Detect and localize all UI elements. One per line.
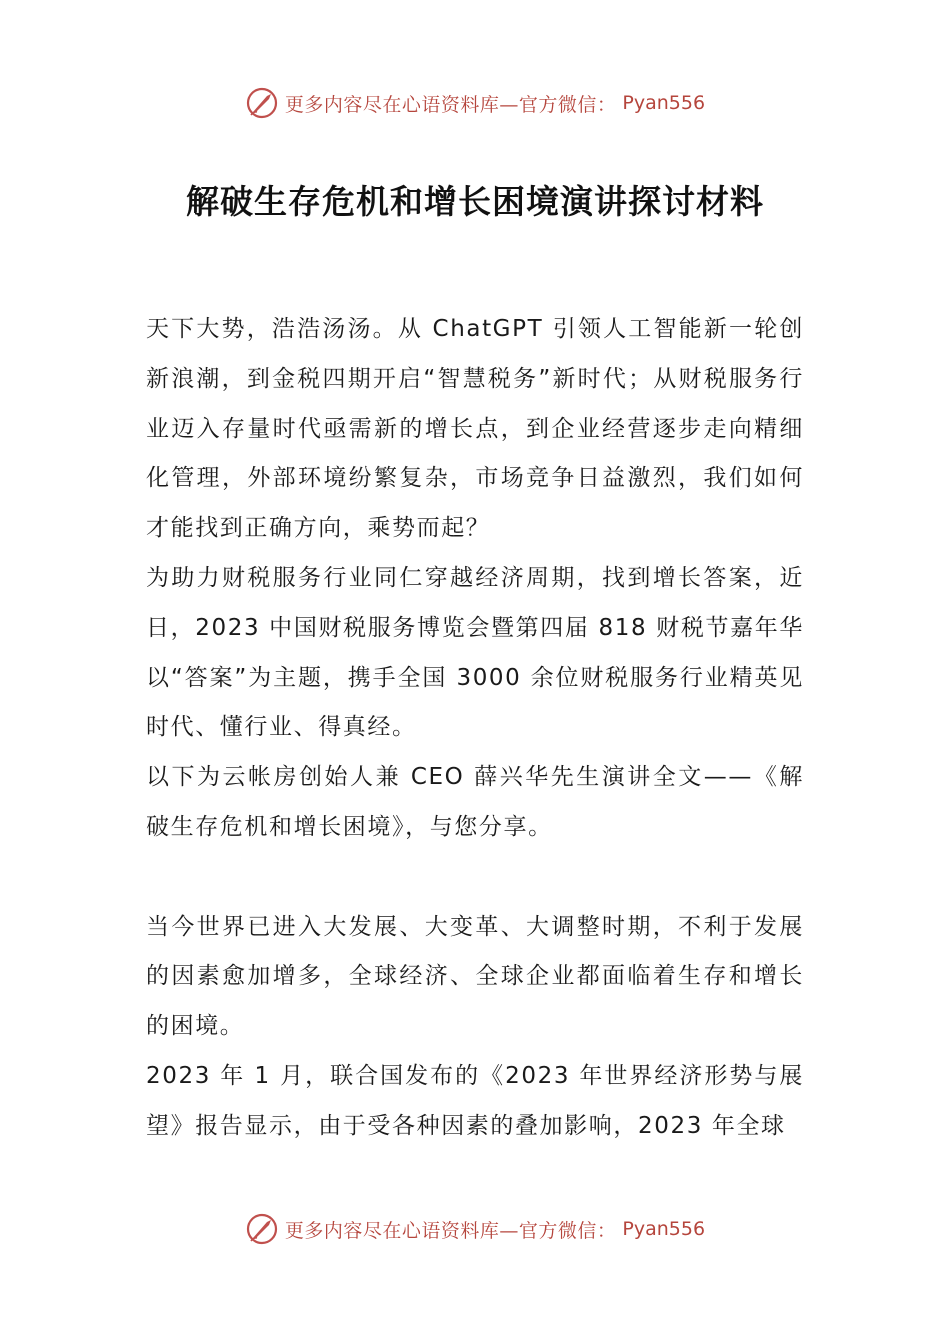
paragraph: 以下为云帐房创始人兼 CEO 薛兴华先生演讲全文——《解破生存危机和增长困境》，与您分享。	[146, 764, 804, 840]
paragraph: 2023 年 1 月，联合国发布的《2023 年世界经济形势与展望》报告显示，由于受各种因素的叠加影响，2023 年全球	[146, 1062, 804, 1139]
quill-pen-logo-icon	[245, 86, 279, 120]
quill-pen-logo-icon	[245, 1212, 279, 1246]
banner-wechat-id: Pyan556	[622, 1218, 706, 1240]
document-title: 解破生存危机和增长困境演讲探讨材料	[186, 182, 764, 221]
banner-wechat-id: Pyan556	[622, 92, 706, 114]
banner-text: 更多内容尽在心语资料库—官方微信：	[284, 93, 617, 116]
paragraph: 为助力财税服务行业同仁穿越经济周期，找到增长答案，近日，2023 中国财税服务博览会暨第四届 818 财税节嘉年华以“答案”为主题，携手全国 3000 余位财税服务行业精英见时代、懂行业、得真经。	[146, 564, 804, 741]
header-watermark-banner	[0, 86, 950, 120]
banner-text: 更多内容尽在心语资料库—官方微信：	[284, 1219, 617, 1242]
paragraph: 天下大势，浩浩汤汤。从 ChatGPT 引领人工智能新一轮创新浪潮，到金税四期开启“智慧税务”新时代；从财税服务行业迈入存量时代亟需新的增长点，到企业经营逐步走向精细化管理，外部环境纷繁复杂，市场竞争日益激烈，我们如何才能找到正确方向，乘势而起？	[146, 316, 804, 542]
document-body	[146, 305, 804, 1152]
paragraph: 当今世界已进入大发展、大变革、大调整时期，不利于发展的因素愈加增多，全球经济、全球企业都面临着生存和增长的困境。	[146, 913, 804, 1040]
footer-watermark-banner	[0, 1212, 950, 1246]
paragraph-spacer	[146, 853, 804, 903]
